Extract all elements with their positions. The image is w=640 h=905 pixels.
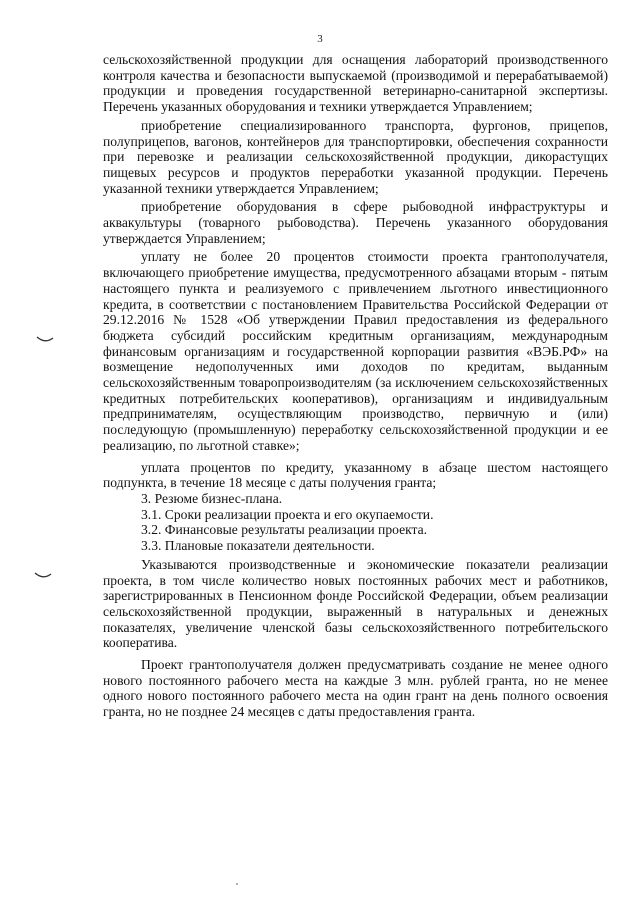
list-item: 3.3. Плановые показатели деятельности. xyxy=(141,538,375,554)
paragraph: приобретение специализированного транспорта, фургонов, прицепов, полуприцепов, вагонов, контейнеров для транспортировки, обеспечения сохранности при перевозке и реализации сельскохозяйственной продукции, дикорастущих пищевых ресурсов и продуктов переработки указанной продукции. Перечень указанной техники утверждается Управлением; xyxy=(103,117,608,196)
document-body xyxy=(103,52,608,720)
paragraph: уплата процентов по кредиту, указанному в абзаце шестом настоящего подпункта, в течение 18 месяце с даты получения гранта; xyxy=(103,459,608,491)
list-item: 3.1. Сроки реализации проекта и его окупаемости. xyxy=(141,506,434,522)
margin-mark-1 xyxy=(36,336,54,344)
list-item: 3.2. Финансовые результаты реализации проекта. xyxy=(141,522,428,538)
paragraph: сельскохозяйственной продукции для оснащения лабораторий производственного контроля качества и безопасности выпускаемой (производимой и перерабатываемой) продукции и проведения государственной ветеринарно-санитарной экспертизы. Перечень указанных оборудования и техники утверждается Управлением; xyxy=(103,52,608,115)
margin-mark-2 xyxy=(34,572,52,580)
list-heading: 3. Резюме бизнес-плана. xyxy=(141,490,283,506)
paragraph: Проект грантополучателя должен предусматривать создание не менее одного нового постоянного рабочего места на каждые 3 млн. рублей гранта, но не менее одного нового постоянного рабочего места на один грант на день полного освоения гранта, но не позднее 24 месяцев с даты предоставления гранта. xyxy=(103,657,608,720)
paragraph: Указываются производственные и экономические показатели реализации проекта, в том числе количество новых постоянных рабочих мест и работников, зарегистрированных в Пенсионном фонде Российской Федерации, объем реализации сельскохозяйственной продукции, выраженный в натуральных и денежных показателях, увеличение членской базы сельскохозяйственного потребительского кооператива. xyxy=(103,556,608,651)
scan-speck xyxy=(236,883,238,885)
page-number: 3 xyxy=(317,33,323,45)
paragraph: приобретение оборудования в сфере рыбоводной инфраструктуры и аквакультуры (товарного рыбоводства). Перечень указанного оборудования утверждается Управлением; xyxy=(103,199,608,246)
paragraph: уплату не более 20 процентов стоимости проекта грантополучателя, включающего приобретение имущества, предусмотренного абзацами вторым - пятым настоящего пункта и реализуемого с привлечением льготного инвестиционного кредита, в соответствии с постановлением Правительства Российской Федерации от 29.12.2016 № 1528 «Об утверждении Правил предоставления из федерального бюджета субсидий российским кредитным организациям, международным финансовым организациям и государственной корпорации развития «ВЭБ.РФ» на возмещение недополученных ими доходов по кредитам, выданным сельскохозяйственным товаропроизводителям (за исключением сельскохозяйственных кредитных потребительских кооперативов), организациям и индивидуальным предпринимателям, осуществляющим производство, первичную и (или) последующую (промышленную) переработку сельскохозяйственной продукции и ее реализацию, по льготной ставке»; xyxy=(103,249,608,453)
